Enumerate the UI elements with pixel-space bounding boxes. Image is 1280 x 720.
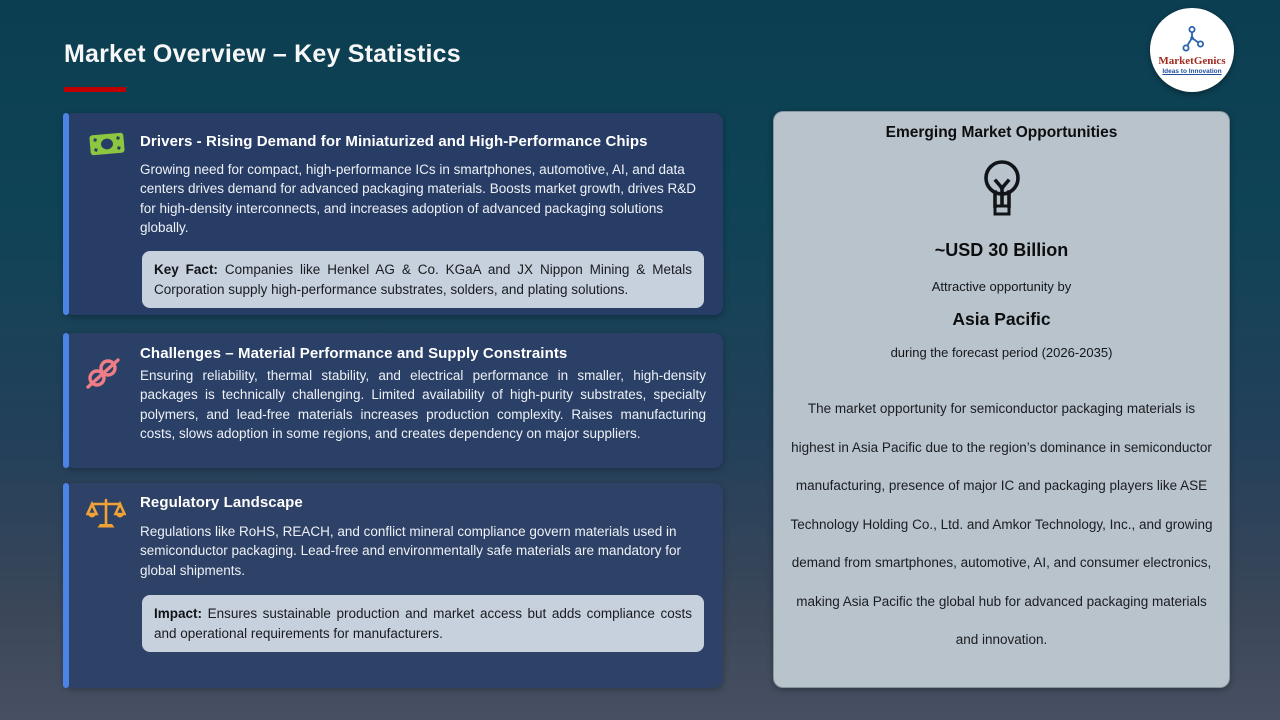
- scales-icon: [86, 496, 126, 532]
- title-underline: [64, 87, 126, 92]
- unlink-icon: [84, 355, 124, 393]
- opportunity-description: The market opportunity for semiconductor packaging materials is highest in Asia Pacific due to the region’s dominance in semiconductor manufacturing, presence of major IC and packaging players like ASE Technology Holding Co., Ltd. and Amkor Technology, Inc., and growing demand from smartphones, automotive, AI, and consumer electronics, making Asia Pacific the global hub for advanced packaging materials and innovation.: [790, 401, 1213, 647]
- card-accent-bar: [63, 113, 69, 315]
- money-icon: [86, 128, 128, 160]
- logo: [1150, 8, 1234, 92]
- drivers-card: [64, 113, 723, 315]
- key-fact-text: Companies like Henkel AG & Co. KGaA and JX Nippon Mining & Metals Corporation supply high-performance substrates, solders, and plating solutions.: [154, 262, 692, 297]
- card-accent-bar: [63, 333, 69, 468]
- page-title: Market Overview – Key Statistics: [64, 40, 461, 68]
- card-text: Ensuring reliability, thermal stability, and electrical performance in smaller, high-density packages is technically challenging. Limited availability of high-purity substrates, specialty polymers, and lead-free materials increases production complexity. Raises manufacturing costs, slows adoption in some regions, and creates dependency on major suppliers.: [140, 368, 706, 442]
- card-accent-bar: [63, 483, 69, 688]
- logo-name: MarketGenics: [1158, 54, 1226, 67]
- opportunity-region: Asia Pacific: [952, 309, 1051, 329]
- card-title: Regulatory Landscape: [140, 494, 303, 511]
- regulatory-card: [64, 483, 723, 688]
- lightbulb-icon: [774, 158, 1229, 222]
- opportunity-subtitle: Attractive opportunity by: [931, 279, 1072, 294]
- card-text: Growing need for compact, high-performance ICs in smartphones, automotive, AI, and data centers drives demand for advanced packaging materials. Boosts market growth, drives R&D for high-density interconnects, and increases adoption of advanced packaging solutions globally.: [140, 162, 697, 236]
- card-text: Regulations like RoHS, REACH, and conflict mineral compliance govern materials used in semiconductor packaging. Lead-free and environmentally safe materials are mandatory for global shipments.: [140, 524, 682, 578]
- key-fact-label: Key Fact:: [154, 262, 218, 277]
- impact-text: Ensures sustainable production and market access but adds compliance costs and operational requirements for manufacturers.: [154, 606, 692, 641]
- impact-box: [142, 595, 704, 652]
- card-title: Challenges – Material Performance and Supply Constraints: [140, 345, 568, 362]
- logo-tagline: Ideas to Innovation: [1162, 68, 1222, 76]
- challenges-card: [64, 333, 723, 468]
- opportunity-period: during the forecast period (2026-2035): [890, 345, 1113, 360]
- impact-label: Impact:: [154, 606, 203, 621]
- card-title: Drivers - Rising Demand for Miniaturized and High-Performance Chips: [140, 133, 648, 150]
- key-fact-box: [142, 251, 704, 308]
- opportunity-title: Emerging Market Opportunities: [885, 124, 1118, 141]
- opportunity-value: ~USD 30 Billion: [934, 240, 1069, 260]
- molecule-icon: [1179, 25, 1205, 53]
- opportunity-panel: [773, 111, 1230, 688]
